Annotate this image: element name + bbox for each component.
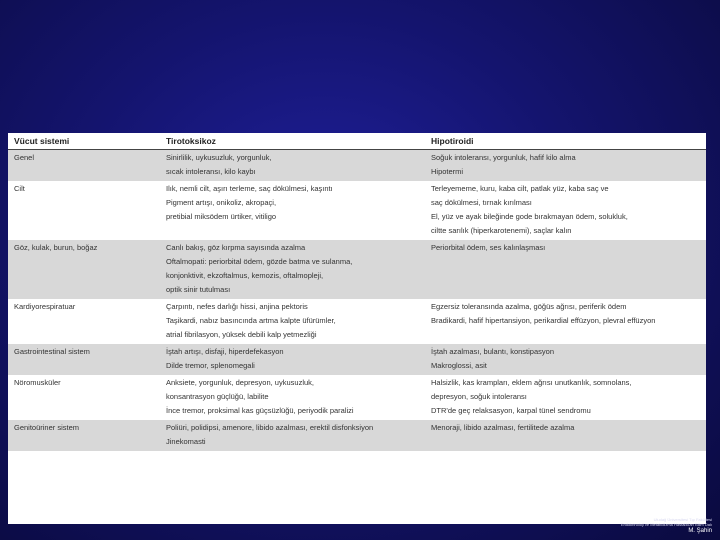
cell-tirotoksikoz bbox=[160, 299, 425, 344]
tirotoksikoz-finding: Poliüri, polidipsi, amenore, libido azalması, erektil disfonksiyon bbox=[166, 423, 374, 432]
cell-system bbox=[8, 344, 160, 375]
hipotiroidi-finding: Bradikardi, hafif hipertansiyon, perikardial effüzyon, plevral effüzyon bbox=[431, 316, 656, 325]
comparison-table-container bbox=[8, 133, 706, 524]
tirotoksikoz-finding: Çarpıntı, nefes darlığı hissi, anjina pektoris bbox=[166, 302, 308, 311]
cell-tirotoksikoz bbox=[160, 375, 425, 420]
tirotoksikoz-finding: Pigment artışı, onikoliz, akropaçi, bbox=[166, 198, 277, 207]
header-hipotiroidi: Hipotiroidi bbox=[425, 133, 706, 150]
system-name: Göz, kulak, burun, boğaz bbox=[14, 243, 98, 252]
table-row bbox=[8, 375, 706, 420]
cell-hipotiroidi bbox=[425, 181, 706, 240]
credit-author: M. Şahin bbox=[688, 528, 712, 534]
cell-hipotiroidi bbox=[425, 375, 706, 420]
cell-tirotoksikoz bbox=[160, 344, 425, 375]
cell-tirotoksikoz bbox=[160, 420, 425, 451]
hipotiroidi-finding: El, yüz ve ayak bileğinde gode bırakmayan ödem, solukluk, bbox=[431, 212, 628, 221]
table-row bbox=[8, 420, 706, 451]
hipotiroidi-finding: Terleyememe, kuru, kaba cilt, patlak yüz, kaba saç ve bbox=[431, 184, 609, 193]
cell-hipotiroidi bbox=[425, 240, 706, 299]
cell-tirotoksikoz bbox=[160, 181, 425, 240]
hipotiroidi-finding: Periorbital ödem, ses kalınlaşması bbox=[431, 243, 546, 252]
cell-system bbox=[8, 181, 160, 240]
cell-hipotiroidi bbox=[425, 420, 706, 451]
cell-tirotoksikoz bbox=[160, 150, 425, 182]
tirotoksikoz-finding: pretibial miksödem ürtiker, vitiligo bbox=[166, 212, 277, 221]
hipotiroidi-finding: Soğuk intoleransı, yorgunluk, hafif kilo alma bbox=[431, 153, 576, 162]
tirotoksikoz-finding: Ilık, nemli cilt, aşırı terleme, saç dökülmesi, kaşıntı bbox=[166, 184, 333, 193]
hipotiroidi-finding: Hipotermi bbox=[431, 167, 464, 176]
cell-system bbox=[8, 150, 160, 182]
tirotoksikoz-finding: İştah artışı, disfaji, hiperdefekasyon bbox=[166, 347, 284, 356]
system-name: Nöromusküler bbox=[14, 378, 61, 387]
tirotoksikoz-finding: optik sinir tutulması bbox=[166, 285, 231, 294]
tirotoksikoz-finding: sıcak intoleransı, kilo kaybı bbox=[166, 167, 256, 176]
header-tirotoksikoz: Tirotoksikoz bbox=[160, 133, 425, 150]
table-header-row bbox=[8, 133, 706, 150]
tirotoksikoz-finding: konjonktivit, ekzoftalmus, kemozis, oftalmopleji, bbox=[166, 271, 324, 280]
system-name: Genitoüriner sistem bbox=[14, 423, 80, 432]
hipotiroidi-finding: DTR'de geç relaksasyon, karpal tünel sendromu bbox=[431, 406, 591, 415]
hipotiroidi-finding: Halsizlik, kas krampları, eklem ağrısı unutkanlık, somnolans, bbox=[431, 378, 632, 387]
table-row bbox=[8, 150, 706, 182]
tirotoksikoz-finding: Sinirlilik, uykusuzluk, yorgunluk, bbox=[166, 153, 272, 162]
hipotiroidi-finding: İştah azalması, bulantı, konstipasyon bbox=[431, 347, 554, 356]
tirotoksikoz-finding: konsantrasyon güçlüğü, labilite bbox=[166, 392, 269, 401]
tirotoksikoz-finding: Jinekomasti bbox=[166, 437, 206, 446]
cell-hipotiroidi bbox=[425, 344, 706, 375]
system-name: Gastrointestinal sistem bbox=[14, 347, 90, 356]
table-row bbox=[8, 344, 706, 375]
tirotoksikoz-finding: Dilde tremor, splenomegali bbox=[166, 361, 255, 370]
system-name: Kardiyorespiratuar bbox=[14, 302, 76, 311]
table-row bbox=[8, 240, 706, 299]
system-name: Genel bbox=[14, 153, 35, 162]
tirotoksikoz-finding: Oftalmopati: periorbital ödem, gözde batma ve sulanma, bbox=[166, 257, 353, 266]
hipotiroidi-finding: Menoraji, libido azalması, fertilitede azalma bbox=[431, 423, 575, 432]
cell-hipotiroidi bbox=[425, 299, 706, 344]
hipotiroidi-finding: ciltte sarılık (hiperkarotenemi), saçlar kalın bbox=[431, 226, 572, 235]
tirotoksikoz-finding: Taşikardi, nabız basıncında artma kalpte üfürümler, bbox=[166, 316, 336, 325]
credit-footer bbox=[602, 517, 712, 535]
credit-line-2: Endokrinoloji ve Metabolizma Hastalıkları Bilim Dalı bbox=[620, 522, 712, 527]
table-row bbox=[8, 299, 706, 344]
tirotoksikoz-finding: Anksiete, yorgunluk, depresyon, uykusuzluk, bbox=[166, 378, 314, 387]
cell-system bbox=[8, 375, 160, 420]
hipotiroidi-finding: saç dökülmesi, tırnak kırılması bbox=[431, 198, 532, 207]
cell-system bbox=[8, 240, 160, 299]
header-system: Vücut sistemi bbox=[8, 133, 160, 150]
cell-system bbox=[8, 420, 160, 451]
cell-system bbox=[8, 299, 160, 344]
cell-tirotoksikoz bbox=[160, 240, 425, 299]
table-row bbox=[8, 181, 706, 240]
cell-hipotiroidi bbox=[425, 150, 706, 182]
system-name: Cilt bbox=[14, 184, 25, 193]
hipotiroidi-finding: depresyon, soğuk intoleransı bbox=[431, 392, 527, 401]
hipotiroidi-finding: Egzersiz toleransında azalma, göğüs ağrısı, periferik ödem bbox=[431, 302, 627, 311]
tirotoksikoz-finding: İnce tremor, proksimal kas güçsüzlüğü, periyodik paralizi bbox=[166, 406, 354, 415]
comparison-table bbox=[8, 133, 706, 451]
tirotoksikoz-finding: atrial fibrilasyon, yüksek debili kalp yetmezliği bbox=[166, 330, 317, 339]
credit-line-1: Uludağ Üniversitesi Tıp Fakültesi bbox=[653, 517, 712, 522]
tirotoksikoz-finding: Canlı bakış, göz kırpma sayısında azalma bbox=[166, 243, 306, 252]
hipotiroidi-finding: Makroglossi, asit bbox=[431, 361, 487, 370]
